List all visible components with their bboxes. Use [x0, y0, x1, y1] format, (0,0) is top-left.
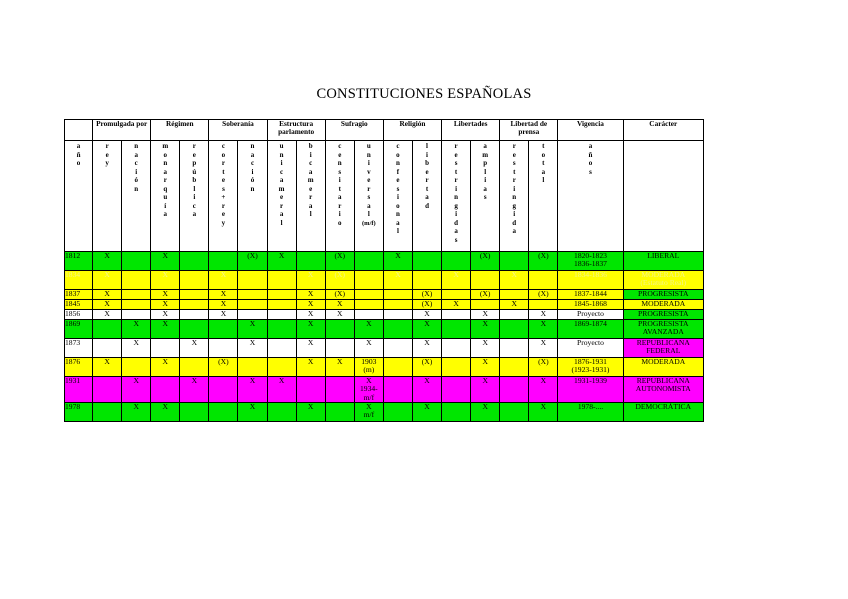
mark-cell — [471, 300, 500, 310]
mark-cell — [500, 402, 529, 421]
mark-cell: X — [471, 358, 500, 377]
table-row — [65, 320, 704, 339]
mark-cell — [122, 300, 151, 310]
mark-cell — [180, 300, 209, 310]
mark-cell: X — [471, 320, 500, 339]
table-row — [65, 290, 704, 300]
mark-cell: X — [500, 300, 529, 310]
mark-cell: X — [151, 320, 180, 339]
mark-cell: (X) — [325, 290, 354, 300]
mark-cell: X — [412, 310, 441, 320]
mark-cell: (X) — [209, 358, 238, 377]
year-cell: 1834 — [65, 271, 93, 290]
subheader-cell: m o n a r q u í a — [151, 141, 180, 252]
header-group: Libertades — [442, 120, 500, 141]
mark-cell: X — [238, 339, 267, 358]
mark-cell: (X) — [529, 358, 558, 377]
vigencia-cell: Proyecto — [558, 310, 623, 320]
mark-cell — [180, 320, 209, 339]
subheader-cell: c o r t e s + r e y — [209, 141, 238, 252]
mark-cell: X — [209, 290, 238, 300]
mark-cell — [325, 339, 354, 358]
mark-cell: X — [296, 290, 325, 300]
mark-cell: (X) — [529, 252, 558, 271]
mark-cell: X — [93, 290, 122, 300]
mark-cell — [267, 339, 296, 358]
mark-cell — [209, 320, 238, 339]
mark-cell: X — [122, 377, 151, 403]
subheader-row — [65, 141, 704, 252]
mark-cell: X — [529, 377, 558, 403]
vigencia-cell: 1931-1939 — [558, 377, 623, 403]
year-cell: 1869 — [65, 320, 93, 339]
mark-cell — [354, 271, 383, 290]
mark-cell: (X) — [471, 252, 500, 271]
subheader-cell: u n i c a m e r a l — [267, 141, 296, 252]
mark-cell — [122, 271, 151, 290]
mark-cell: (X) — [325, 271, 354, 290]
mark-cell — [151, 377, 180, 403]
subheader-cell: c e n s i t a r i o — [325, 141, 354, 252]
mark-cell: X — [529, 402, 558, 421]
subheader-cell — [623, 141, 703, 252]
year-cell: 1856 — [65, 310, 93, 320]
mark-cell — [93, 377, 122, 403]
mark-cell: X — [412, 339, 441, 358]
mark-cell — [267, 290, 296, 300]
mark-cell — [500, 320, 529, 339]
mark-cell — [93, 339, 122, 358]
mark-cell: X — [296, 320, 325, 339]
mark-cell — [267, 358, 296, 377]
mark-cell — [383, 377, 412, 403]
mark-cell — [180, 358, 209, 377]
mark-cell: X — [180, 339, 209, 358]
caracter-cell: REPUBLICANA AUTONOMISTA — [623, 377, 703, 403]
header-group: Promulgada por — [93, 120, 151, 141]
table-row — [65, 271, 704, 290]
mark-cell — [383, 402, 412, 421]
header-group: Carácter — [623, 120, 703, 141]
mark-cell — [325, 320, 354, 339]
table-row — [65, 252, 704, 271]
mark-cell — [354, 300, 383, 310]
caracter-cell: MODERADA — [623, 300, 703, 310]
year-cell: 1812 — [65, 252, 93, 271]
mark-cell — [442, 252, 471, 271]
mark-cell: X — [122, 339, 151, 358]
mark-cell — [325, 377, 354, 403]
mark-cell: X — [500, 271, 529, 290]
header-group: Estructura parlamento — [267, 120, 325, 141]
mark-cell — [442, 290, 471, 300]
mark-cell — [180, 290, 209, 300]
mark-cell: X — [209, 300, 238, 310]
mark-cell — [500, 310, 529, 320]
mark-cell — [151, 339, 180, 358]
mark-cell: X — [412, 402, 441, 421]
mark-cell: 1903 (m) — [354, 358, 383, 377]
table-row — [65, 377, 704, 403]
mark-cell: X — [209, 310, 238, 320]
mark-cell: X — [180, 377, 209, 403]
year-cell: 1931 — [65, 377, 93, 403]
mark-cell: X — [93, 271, 122, 290]
vigencia-cell: 1837-1844 — [558, 290, 623, 300]
header-group: Régimen — [151, 120, 209, 141]
subheader-cell: n a c i ó n — [238, 141, 267, 252]
mark-cell: X — [151, 402, 180, 421]
mark-cell — [383, 300, 412, 310]
mark-cell — [180, 271, 209, 290]
mark-cell — [180, 252, 209, 271]
mark-cell — [267, 271, 296, 290]
mark-cell — [383, 339, 412, 358]
mark-cell: X — [296, 339, 325, 358]
mark-cell: (X) — [325, 252, 354, 271]
mark-cell — [412, 271, 441, 290]
mark-cell — [296, 252, 325, 271]
mark-cell — [180, 310, 209, 320]
subheader-cell: r e y — [93, 141, 122, 252]
mark-cell: X — [151, 310, 180, 320]
year-cell: 1837 — [65, 290, 93, 300]
subheader-cell: n a c i ó n — [122, 141, 151, 252]
caracter-cell: MODERADA (Estatuto Real) — [623, 271, 703, 290]
caracter-cell: DEMOCRÁTICA — [623, 402, 703, 421]
table-row — [65, 339, 704, 358]
header-group-row — [65, 120, 704, 141]
mark-cell: X — [151, 358, 180, 377]
mark-cell: X — [325, 358, 354, 377]
header-group: Libertad de prensa — [500, 120, 558, 141]
mark-cell: X — [122, 402, 151, 421]
mark-cell: X — [93, 310, 122, 320]
subheader-cell: a ñ o — [65, 141, 93, 252]
mark-cell: X — [267, 377, 296, 403]
vigencia-cell: 1876-1931 (1923-1931) — [558, 358, 623, 377]
mark-cell: X — [209, 271, 238, 290]
caracter-cell: PROGRESISTA — [623, 290, 703, 300]
mark-cell — [383, 320, 412, 339]
mark-cell — [354, 290, 383, 300]
year-cell: 1873 — [65, 339, 93, 358]
mark-cell: X — [296, 300, 325, 310]
mark-cell: X — [238, 402, 267, 421]
vigencia-cell: 1978-.... — [558, 402, 623, 421]
subheader-cell: r e s t r i n g i d a — [500, 141, 529, 252]
mark-cell — [209, 252, 238, 271]
mark-cell: X — [529, 320, 558, 339]
page-title: CONSTITUCIONES ESPAÑOLAS — [316, 86, 532, 102]
mark-cell: X — [412, 320, 441, 339]
table-row — [65, 358, 704, 377]
vigencia-cell: 1834-1836 — [558, 271, 623, 290]
mark-cell: X 1934- m/f — [354, 377, 383, 403]
mark-cell — [354, 252, 383, 271]
mark-cell: X — [151, 252, 180, 271]
subheader-cell: u n i v e r s a l (m/f) — [354, 141, 383, 252]
mark-cell: (X) — [529, 290, 558, 300]
table-row — [65, 310, 704, 320]
mark-cell: (X) — [471, 290, 500, 300]
subheader-cell: a m p l i a s — [471, 141, 500, 252]
mark-cell: X — [442, 271, 471, 290]
mark-cell — [442, 358, 471, 377]
mark-cell: X — [412, 377, 441, 403]
mark-cell: X — [151, 271, 180, 290]
mark-cell — [238, 300, 267, 310]
mark-cell — [180, 402, 209, 421]
mark-cell — [122, 290, 151, 300]
mark-cell — [93, 402, 122, 421]
mark-cell: X — [296, 402, 325, 421]
mark-cell: X — [93, 252, 122, 271]
mark-cell — [529, 271, 558, 290]
vigencia-cell: 1845-1868 — [558, 300, 623, 310]
header-group: Sufragio — [325, 120, 383, 141]
mark-cell — [209, 377, 238, 403]
mark-cell: X — [383, 271, 412, 290]
mark-cell — [122, 358, 151, 377]
mark-cell: X — [529, 310, 558, 320]
mark-cell: (X) — [412, 358, 441, 377]
year-cell: 1978 — [65, 402, 93, 421]
mark-cell: X — [471, 377, 500, 403]
header-group: Religión — [383, 120, 441, 141]
mark-cell — [238, 271, 267, 290]
mark-cell — [529, 300, 558, 310]
caracter-cell: PROGRESISTA — [623, 310, 703, 320]
header-group: Vigencia — [558, 120, 623, 141]
mark-cell — [238, 358, 267, 377]
mark-cell — [383, 310, 412, 320]
mark-cell — [500, 290, 529, 300]
mark-cell — [296, 377, 325, 403]
mark-cell: X — [151, 290, 180, 300]
table-row — [65, 300, 704, 310]
mark-cell — [383, 290, 412, 300]
year-cell: 1845 — [65, 300, 93, 310]
caracter-cell: LIBERAL — [623, 252, 703, 271]
mark-cell: X — [238, 377, 267, 403]
mark-cell — [122, 310, 151, 320]
mark-cell — [238, 290, 267, 300]
constitutions-table — [64, 119, 704, 422]
header-blank — [65, 120, 93, 141]
subheader-cell: r e s t r i n g i d a s — [442, 141, 471, 252]
mark-cell — [354, 310, 383, 320]
mark-cell — [442, 320, 471, 339]
mark-cell — [267, 300, 296, 310]
mark-cell: X — [325, 300, 354, 310]
mark-cell: X — [93, 358, 122, 377]
mark-cell — [500, 252, 529, 271]
vigencia-cell: Proyecto — [558, 339, 623, 358]
mark-cell: X — [238, 320, 267, 339]
mark-cell: X — [296, 310, 325, 320]
caracter-cell: PROGRESISTA AVANZADA — [623, 320, 703, 339]
mark-cell: X — [383, 252, 412, 271]
mark-cell — [122, 252, 151, 271]
mark-cell — [238, 310, 267, 320]
mark-cell — [267, 402, 296, 421]
mark-cell: X m/f — [354, 402, 383, 421]
mark-cell — [442, 377, 471, 403]
mark-cell: X — [151, 300, 180, 310]
mark-cell: X — [296, 271, 325, 290]
header-group: Soberanía — [209, 120, 267, 141]
mark-cell — [442, 402, 471, 421]
mark-cell — [325, 402, 354, 421]
mark-cell — [471, 271, 500, 290]
subheader-cell: b i c a m e r a l — [296, 141, 325, 252]
mark-cell — [209, 339, 238, 358]
mark-cell: X — [354, 339, 383, 358]
mark-cell: X — [267, 252, 296, 271]
subheader-cell: r e p ú b l i c a — [180, 141, 209, 252]
mark-cell: X — [93, 300, 122, 310]
subheader-cell: c o n f e s i o n a l — [383, 141, 412, 252]
mark-cell: X — [354, 320, 383, 339]
mark-cell — [93, 320, 122, 339]
vigencia-cell: 1820-1823 1836-1837 — [558, 252, 623, 271]
mark-cell: X — [296, 358, 325, 377]
vigencia-cell: 1869-1874 — [558, 320, 623, 339]
table-row — [65, 402, 704, 421]
mark-cell: (X) — [412, 300, 441, 310]
mark-cell: X — [529, 339, 558, 358]
mark-cell: X — [471, 402, 500, 421]
mark-cell — [442, 339, 471, 358]
mark-cell — [383, 358, 412, 377]
mark-cell — [209, 402, 238, 421]
mark-cell: (X) — [412, 290, 441, 300]
mark-cell — [500, 339, 529, 358]
mark-cell: X — [325, 310, 354, 320]
year-cell: 1876 — [65, 358, 93, 377]
mark-cell — [267, 310, 296, 320]
mark-cell: X — [471, 310, 500, 320]
mark-cell — [500, 377, 529, 403]
mark-cell — [442, 310, 471, 320]
mark-cell: X — [442, 300, 471, 310]
mark-cell — [412, 252, 441, 271]
caracter-cell: MODERADA — [623, 358, 703, 377]
table-body — [65, 252, 704, 422]
mark-cell: (X) — [238, 252, 267, 271]
subheader-cell: t o t a l — [529, 141, 558, 252]
subheader-cell: a ñ o s — [558, 141, 623, 252]
caracter-cell: REPUBLICANA FEDERAL — [623, 339, 703, 358]
mark-cell: X — [122, 320, 151, 339]
mark-cell — [267, 320, 296, 339]
subheader-cell: l i b e r t a d — [412, 141, 441, 252]
mark-cell: X — [471, 339, 500, 358]
mark-cell — [500, 358, 529, 377]
